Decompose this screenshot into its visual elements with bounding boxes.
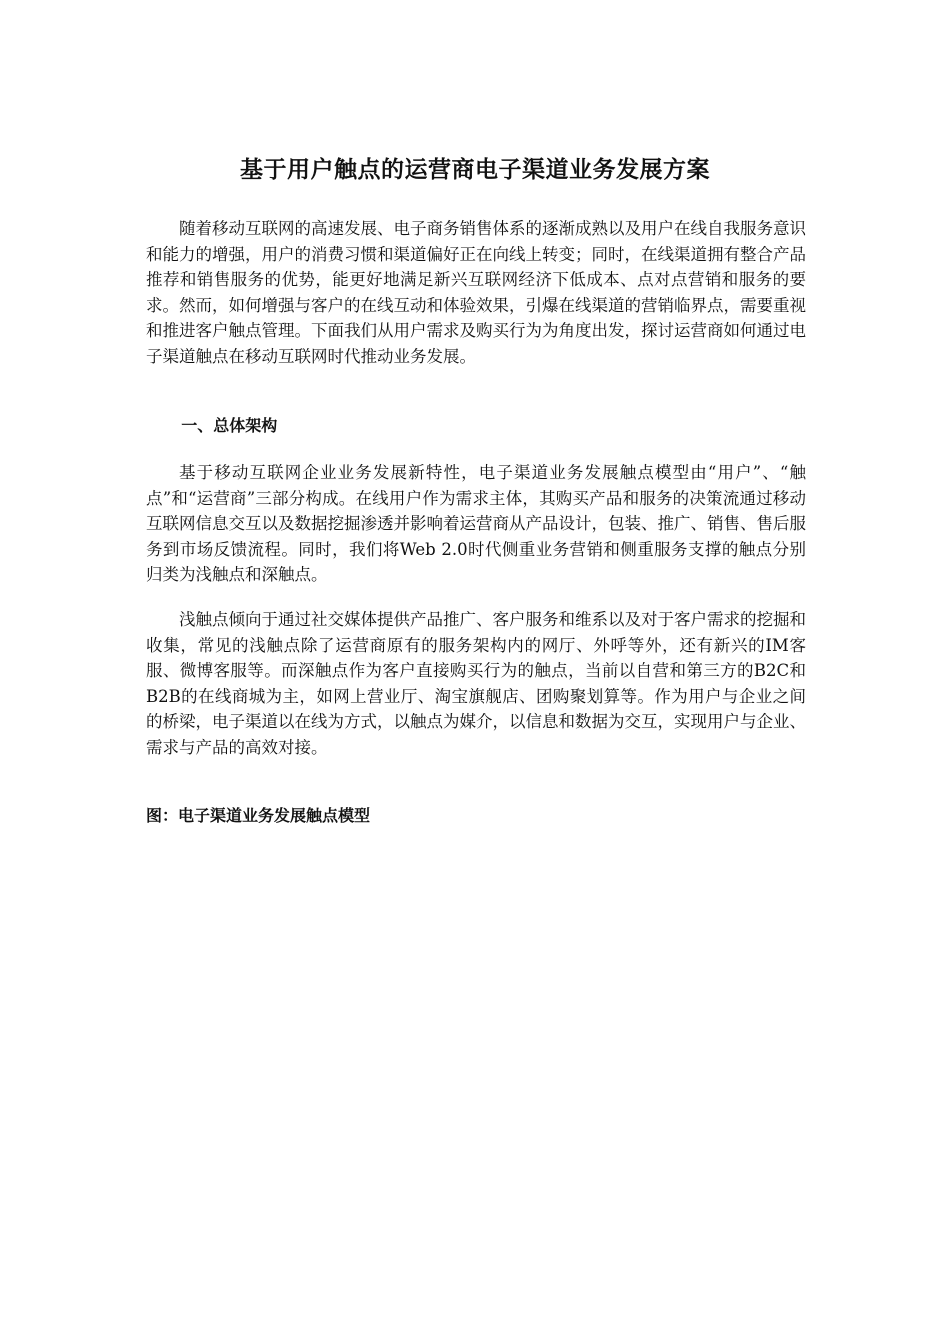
figure-caption: 图：电子渠道业务发展触点模型 bbox=[146, 806, 371, 825]
architecture-paragraph: 基于移动互联网企业业务发展新特性，电子渠道业务发展触点模型由“用户”、“触点”和“运营商”三部分构成。在线用户作为需求主体，其购买产品和服务的决策流通过移动互联网信息交互以及数据挖掘渗透并影响着运营商从产品设计，包装、推广、销售、售后服务到市场反馈流程。同时，我们将Web 2.0时代侧重业务营销和侧重服务支撑的触点分别归类为浅触点和深触点。 bbox=[146, 463, 806, 585]
document-title: 基于用户触点的运营商电子渠道业务发展方案 bbox=[240, 157, 710, 183]
intro-paragraph: 随着移动互联网的高速发展、电子商务销售体系的逐渐成熟以及用户在线自我服务意识和能力的增强，用户的消费习惯和渠道偏好正在向线上转变；同时，在线渠道拥有整合产品推荐和销售服务的优势，能更好地满足新兴互联网经济下低成本、点对点营销和服务的要求。然而，如何增强与客户的在线互动和体验效果，引爆在线渠道的营销临界点，需要重视和推进客户触点管理。下面我们从用户需求及购买行为为角度出发，探讨运营商如何通过电子渠道触点在移动互联网时代推动业务发展。 bbox=[146, 219, 806, 366]
touchpoint-paragraph: 浅触点倾向于通过社交媒体提供产品推广、客户服务和维系以及对于客户需求的挖掘和收集，常见的浅触点除了运营商原有的服务架构内的网厅、外呼等外，还有新兴的IM客服、微博客服等。而深触点作为客户直接购买行为的触点，当前以自营和第三方的B2C和B2B的在线商城为主，如网上营业厅、淘宝旗舰店、团购聚划算等。作为用户与企业之间的桥梁，电子渠道以在线为方式，以触点为媒介，以信息和数据为交互，实现用户与企业、需求与产品的高效对接。 bbox=[146, 610, 806, 757]
section-heading-overall-architecture: 一、总体架构 bbox=[181, 416, 278, 435]
